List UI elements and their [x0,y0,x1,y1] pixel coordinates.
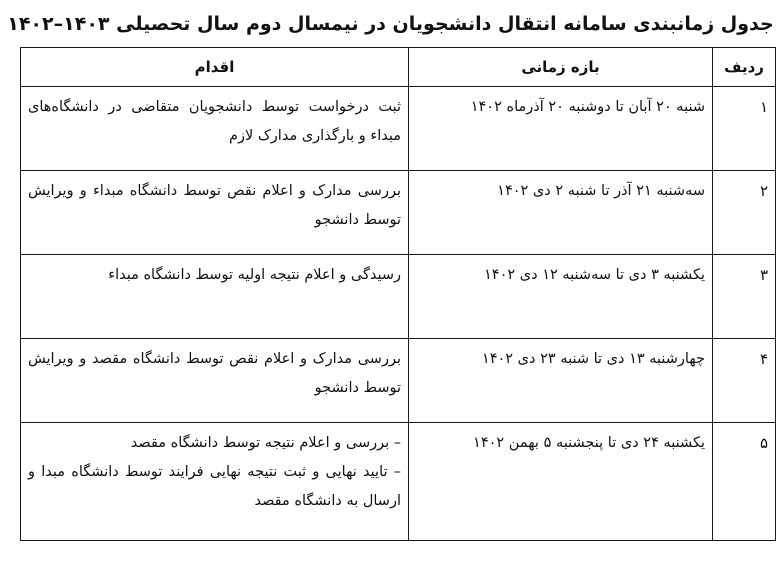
row-number: ۳ [713,255,776,339]
row-action [21,87,409,171]
row-period: سه‌شنبه ۲۱ آذر تا شنبه ۲ دی ۱۴۰۲ [409,171,713,255]
table-row [21,339,776,423]
row-number: ۵ [713,423,776,541]
row-number: ۱ [713,87,776,171]
row-period: یکشنبه ۲۴ دی تا پنجشنبه ۵ بهمن ۱۴۰۲ [409,423,713,541]
page-title: جدول زمانبندی سامانه انتقال دانشجویان در نیمسال دوم سال تحصیلی ۱۴۰۳–۱۴۰۲ [7,13,774,35]
action-line: بررسی مدارک و اعلام نقص توسط دانشگاه مبداء و ویرایش توسط دانشجو [28,183,401,228]
table-row [21,255,776,339]
row-period: یکشنبه ۳ دی تا سه‌شنبه ۱۲ دی ۱۴۰۲ [409,255,713,339]
header-row-number: ردیف [713,48,776,87]
row-period: چهارشنبه ۱۳ دی تا شنبه ۲۳ دی ۱۴۰۲ [409,339,713,423]
row-action [21,339,409,423]
action-line: – بررسی و اعلام نتیجه توسط دانشگاه مقصد [130,435,401,451]
action-line: رسیدگی و اعلام نتیجه اولیه توسط دانشگاه مبداء [108,267,401,283]
schedule-table [20,47,776,541]
header-period: بازه زمانی [409,48,713,87]
action-line: ثبت درخواست توسط دانشجویان متقاضی در دانشگاه‌های مبداء و بارگذاری مدارک لازم [28,99,401,144]
table-row [21,423,776,541]
row-action [21,423,409,541]
row-number: ۲ [713,171,776,255]
action-line: – تایید نهایی و ثبت نتیجه نهایی فرایند توسط دانشگاه مبدا و ارسال به دانشگاه مقصد [28,464,401,509]
row-action [21,255,409,339]
row-period: شنبه ۲۰ آبان تا دوشنبه ۲۰ آذرماه ۱۴۰۲ [409,87,713,171]
header-action: اقدام [21,48,409,87]
row-number: ۴ [713,339,776,423]
action-line: بررسی مدارک و اعلام نقص توسط دانشگاه مقصد و ویرایش توسط دانشجو [28,351,401,396]
row-action [21,171,409,255]
table-row [21,87,776,171]
table-header-row [21,48,776,87]
table-row [21,171,776,255]
